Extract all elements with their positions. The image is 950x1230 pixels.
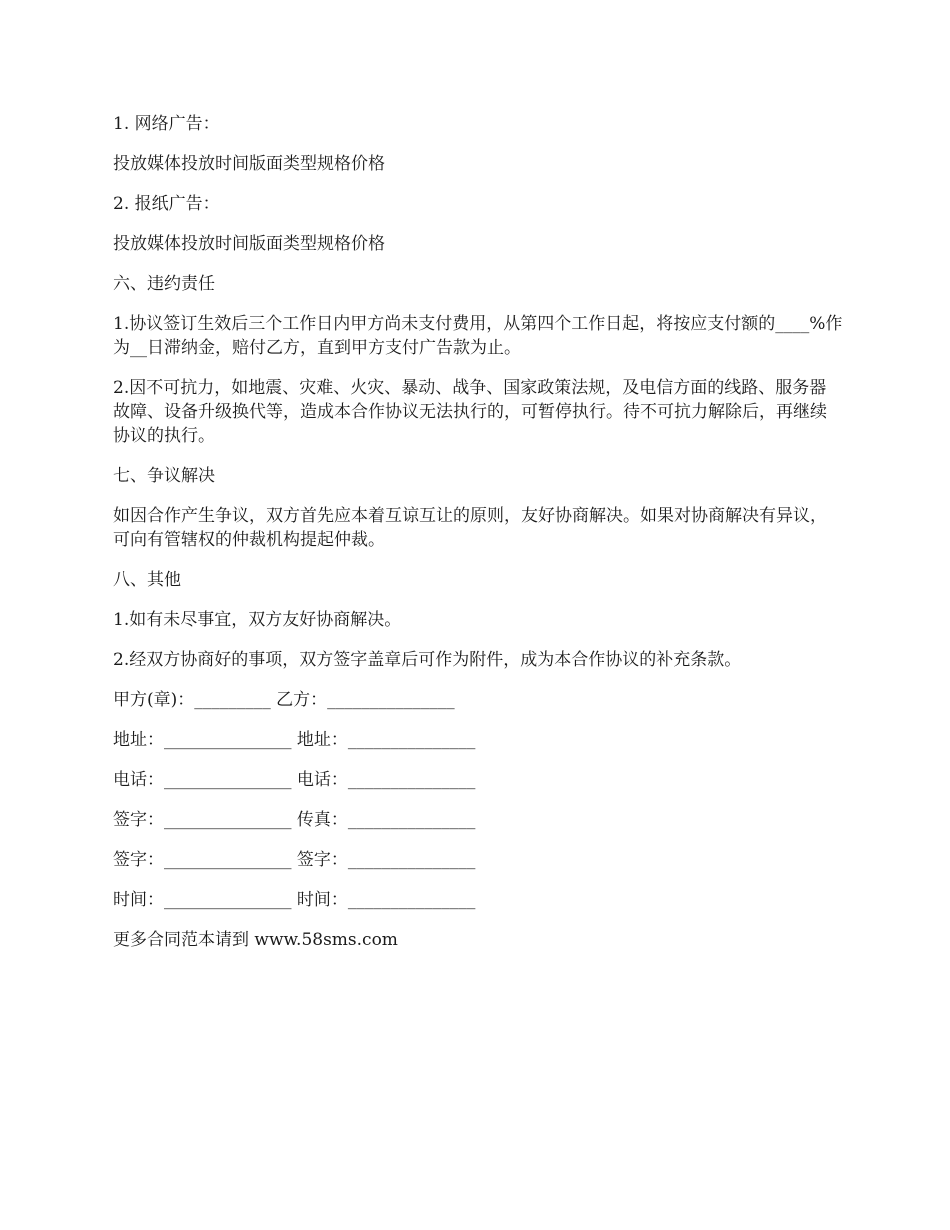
signature-line-address: 地址：_______________ 地址：_______________	[113, 730, 476, 750]
document-body	[113, 112, 843, 968]
dispute-clause: 如因合作产生争议，双方首先应本着互谅互让的原则，友好协商解决。如果对协商解决有异议，可向有管辖权的仲裁机构提起仲裁。	[113, 506, 827, 550]
signature-line-date: 时间：_______________ 时间：_______________	[113, 890, 476, 910]
online-ads-columns: 投放媒体投放时间版面类型规格价格	[113, 154, 385, 174]
breach-clause-2: 2.因不可抗力，如地震、灾难、火灾、暴动、战争、国家政策法规，及电信方面的线路、服务器故障、设备升级换代等，造成本合作协议无法执行的，可暂停执行。待不可抗力解除后，再继续协议的执行。	[113, 378, 827, 446]
signature-line-phone: 电话：_______________ 电话：_______________	[113, 770, 476, 790]
newspaper-ads-columns: 投放媒体投放时间版面类型规格价格	[113, 234, 385, 254]
signature-line-sign: 签字：_______________ 签字：_______________	[113, 850, 476, 870]
section-heading-other: 八、其他	[113, 570, 181, 590]
other-clause-2: 2.经双方协商好的事项，双方签字盖章后可作为附件，成为本合作协议的补充条款。	[113, 650, 742, 670]
other-clause-1: 1.如有未尽事宜，双方友好协商解决。	[113, 610, 402, 630]
section-heading-dispute: 七、争议解决	[113, 466, 215, 486]
item-heading-online-ads: 1. 网络广告：	[113, 114, 220, 134]
section-heading-breach: 六、违约责任	[113, 274, 215, 294]
item-heading-newspaper-ads: 2. 报纸广告：	[113, 194, 220, 214]
footer-more-templates: 更多合同范本请到 www.58sms.com	[113, 930, 398, 950]
signature-line-sign-fax: 签字：_______________ 传真：_______________	[113, 810, 476, 830]
signature-line-parties: 甲方(章)：_________ 乙方：_______________	[113, 690, 455, 710]
breach-clause-1: 1.协议签订生效后三个工作日内甲方尚未支付费用，从第四个工作日起，将按应支付额的____%作为__日滞纳金，赔付乙方，直到甲方支付广告款为止。	[113, 314, 843, 358]
